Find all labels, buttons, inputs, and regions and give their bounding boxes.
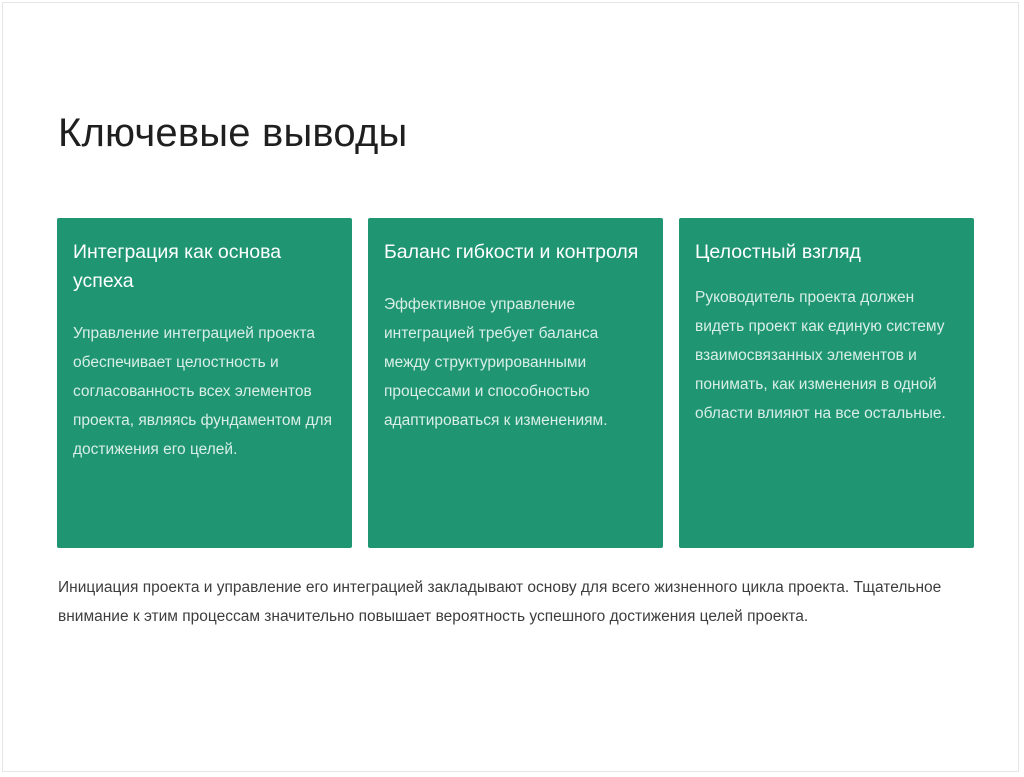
key-points-cards [57, 218, 974, 548]
slide-title: Ключевые выводы [58, 111, 408, 155]
card-text: Руководитель проекта должен видеть проект как единую систему взаимосвязанных элементов и понимать, как изменения в одной области влияют на все остальные. [695, 289, 946, 422]
slide [2, 2, 1019, 772]
card-title: Интеграция как основа успеха [73, 241, 282, 292]
card-balance [368, 218, 663, 548]
card-title: Баланс гибкости и контроля [384, 241, 639, 263]
summary-text: Инициация проекта и управление его интеграцией закладывают основу для всего жизненного цикла проекта. Тщательное внимание к этим процессам значительно повышает вероятность успешного достижения целей проекта. [58, 579, 942, 625]
card-text: Управление интеграцией проекта обеспечивает целостность и согласованность всех элементов проекта, являясь фундаментом для достижения его целей. [73, 325, 332, 458]
card-title: Целостный взгляд [695, 241, 861, 263]
card-text: Эффективное управление интеграцией требует баланса между структурированными процессами и способностью адаптироваться к изменениям. [384, 296, 608, 429]
card-integration [57, 218, 352, 548]
card-holistic-view [679, 218, 974, 548]
